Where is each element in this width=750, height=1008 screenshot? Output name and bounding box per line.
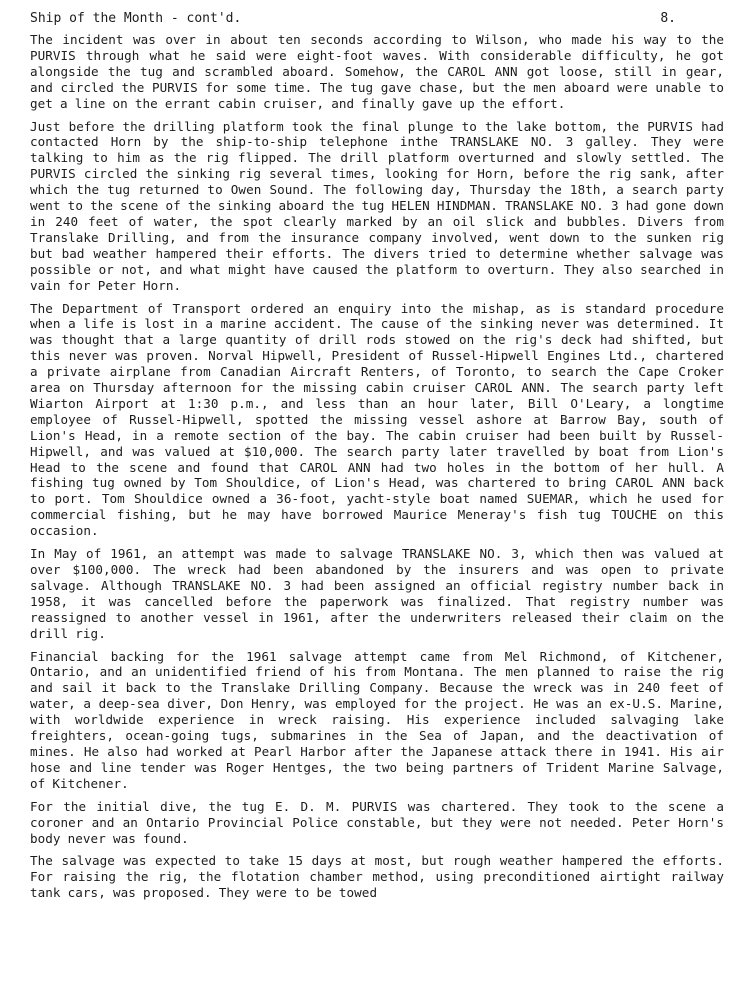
page-number: 8. [660, 11, 676, 26]
page-header [30, 10, 724, 27]
paragraph-initial-dive: For the initial dive, the tug E. D. M. PURVIS was chartered. They took to the scene a coroner and an Ontario Provincial Police constable, but they were not needed. Peter Horn's body never was found. [30, 798, 724, 846]
paragraph-salvage-expected: The salvage was expected to take 15 days at most, but rough weather hampered the efforts. For raising the rig, the flotation chamber method, using preconditioned airtight railway tank cars, was proposed. They were to be towed [30, 853, 724, 901]
paragraph-enquiry: The Department of Transport ordered an enquiry into the mishap, as is standard procedure when a life is lost in a marine accident. The cause of the sinking never was determined. It was thought that a large quantity of drill rods stowed on the rig's deck had shifted, but this never was proven. Norval Hipwell, President of Russel-Hipwell Engines Ltd., chartered a private airplane from Canadian Aircraft Renters, of Toronto, to search the Cape Croker area on Thursday afternoon for the missing cabin cruiser CAROL ANN. The search party left Wiarton Airport at 1:30 p.m., and less than an hour later, Bill O'Leary, a longtime employee of Russel-Hipwell, spotted the missing vessel ashore at Barrow Bay, south of Lion's Head, in a remote section of the bay. The cabin cruiser had been built by Russel-Hipwell, and was valued at $10,000. The search party later travelled by boat from Lion's Head to the scene and found that CAROL ANN had two holes in the bottom of her hull. A fishing tug owned by Tom Shouldice, of Lion's Head, was chartered to bring CAROL ANN back to port. Tom Shouldice owned a 36-foot, yacht-style boat named SUEMAR, which he used for commercial fishing, but he may have borrowed Maurice Meneray's fish tug TOUCHE on this occasion. [30, 300, 724, 539]
paragraph-sinking: Just before the drilling platform took the final plunge to the lake bottom, the PURVIS had contacted Horn by the ship-to-ship telephone inthe TRANSLAKE NO. 3 galley. They were talking to him as the rig flipped. The drill platform overturned and slowly settled. The PURVIS circled the sinking rig several times, looking for Horn, before the rig sank, after which the tug returned to Owen Sound. The following day, Thursday the 18th, a search party went to the scene of the sinking aboard the tug HELEN HINDMAN. TRANSLAKE NO. 3 had gone down in 240 feet of water, the spot clearly marked by an oil slick and bubbles. Divers from Translake Drilling, and from the insurance company involved, went down to the sunken rig but bad weather hampered their efforts. The divers tried to determine whether salvage was possible or not, and what might have caused the platform to overturn. They also searched in vain for Peter Horn. [30, 118, 724, 293]
paragraph-financial-backing: Financial backing for the 1961 salvage attempt came from Mel Richmond, of Kitchener, Ontario, and an unidentified friend of his from Montana. The men planned to raise the rig and sail it back to the Translake Drilling Company. Because the wreck was in 240 feet of water, a deep-sea diver, Don Henry, was employed for the project. He was an ex-U.S. Marine, with worldwide experience in wreck raising. His experience included salvaging lake freighters, ocean-going tugs, submarines in the Sea of Japan, and the deactivation of mines. He also had worked at Pearl Harbor after the Japanese attack there in 1941. His air hose and line tender was Roger Hentges, the two being partners of Trident Marine Salvage, of Kitchener. [30, 648, 724, 791]
paragraph-salvage-1961: In May of 1961, an attempt was made to salvage TRANSLAKE NO. 3, which then was valued at over $100,000. The wreck had been abandoned by the insurers and was open to private salvage. Although TRANSLAKE NO. 3 had been assigned an official registry number back in 1958, it was cancelled before the paperwork was finalized. That registry number was reassigned to another vessel in 1961, after the underwriters released their claim on the drill rig. [30, 546, 724, 641]
running-title: Ship of the Month - cont'd. [30, 11, 242, 26]
paragraph-incident: The incident was over in about ten seconds according to Wilson, who made his way to the PURVIS through what he said were eight-foot waves. With considerable difficulty, he got alongside the tug and scrambled aboard. Somehow, the CAROL ANN got loose, still in gear, and circled the PURVIS for some time. The tug gave chase, but the men aboard were unable to get a line on the errant cabin cruiser, and finally gave up the effort. [30, 32, 724, 111]
